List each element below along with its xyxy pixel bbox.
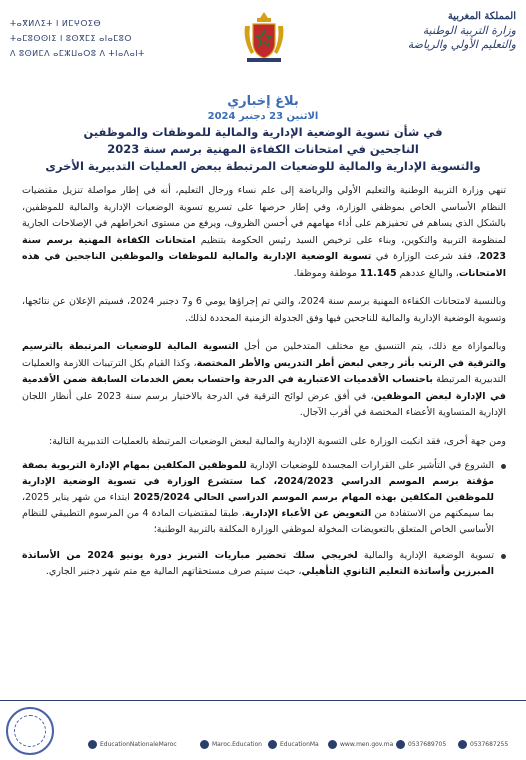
fax-number: 0537687255 [458,738,508,750]
royal-emblem-icon [241,10,287,64]
subject-line3: والتسوية الإدارية والمالية للوضعيات المرتبطة ببعض العمليات التدبيرية الأخرى [45,159,481,173]
bullet-icon [501,554,506,559]
ministry-tifinagh-line1: ⵜⴰⵎⵓⵙⵙⵏⵉ ⵏ ⵓⵙⴳⵎⵉ ⴰⵏⴰⵎⵓⵔ [10,34,132,43]
document-body [22,183,506,590]
bullet-icon [501,464,506,469]
letterhead [0,6,526,88]
letterhead-arabic [341,10,516,52]
phone-icon [396,740,405,749]
fax-icon [458,740,467,749]
instagram-icon [200,740,209,749]
subject-line1: في شأن تسوية الوضعية الإدارية والمالية للموظفات والموظفين [83,125,443,139]
facebook-icon [88,740,97,749]
paragraph-2: وبالنسبة لامتحانات الكفاءة المهنية برسم سنة 2024، والتي تم إجراؤها يومي 6 و7 دجنبر 2024، فسيتم الإعلان عن نتائجها، وتسوية الوضعية الإدارية والمالية للناجحين فيها وفق الجدولة الزمنية المحددة لذلك. [22,296,506,324]
kingdom-tifinagh: ⵜⴰⴳⵍⴷⵉⵜ ⵏ ⵍⵎⵖⵔⵉⴱ [10,19,102,28]
social-facebook[interactable]: EducationNationaleMaroc [88,738,177,750]
website-link[interactable]: www.men.gov.ma [328,738,393,750]
document-date: الاثنين 23 دجنبر 2024 [207,111,319,122]
paragraph-4: ومن جهة أخرى، فقد انكبت الوزارة على التسوية الإدارية والمالية لبعض الوضعيات المرتبطة بالعمليات التدبيرية التالية: [49,435,506,447]
ministry-seal-icon [6,707,54,755]
ministry-name-line2: والتعليم الأولي والرياضة [407,38,516,51]
x-icon [268,740,277,749]
ministry-tifinagh-line2: ⴷ ⵓⵙⵍⵎⴷ ⴰⵎⵣⵡⴰⵔⵓ ⴷ ⵜⵏⴰⴷⴰⵏⵜ [10,49,145,58]
letterhead-tifinagh [10,16,170,61]
document-kind: بلاغ إخباري [227,94,299,109]
social-instagram[interactable]: Maroc.Education [200,738,262,750]
kingdom-name: المملكة المغربية [447,11,516,22]
paragraph-1: تنهي وزارة التربية الوطنية والتعليم الأولي والرياضة إلى علم نساء ورجال التعليم، أنه في إطار مواصلة تنزيل مقتضيات النظام الأساسي الخاص بموظفي الوزارة، وفي إطار حرصها على تسريع تسوية الوضعيات الإدارية والمالية للموظفين، بالشكل الذي يساهم في تحفيزهم على أداء مهامهم في أحسن الظروف، ويرفع من مستوى انخراطهم في الإصلاحات الجارية لمنظومة التربية والتكوين، وبناء على ترخيص السيد رئيس الحكومة بتنظيم امتحانات الكفاءة المهنية برسم سنة 2023، فقد شرعت الوزارة في تسوية الوضعية الإدارية والمالية للموظفات والموظفين الناجحين في هذه الامتحانات، والبالغ عددهم 11.145 موظفة وموظفا. [22,185,506,279]
seal-ring [14,715,46,747]
list-item: تسوية الوضعية الإدارية والمالية لخريجي سلك تحضير مباريات التبريز دورة يونيو 2024 من الأساتذة المبرزين وأساتذة التعليم الثانوي التأهيلي، حيث سيتم صرف مستحقاتهم المالية مع متم شهر دجنبر الجاري. [22,548,506,580]
social-x[interactable]: EducationMa [268,738,319,750]
footer-divider [0,700,526,701]
paragraph-3: وبالموازاة مع ذلك، يتم التنسيق مع مختلف المتدخلين من أجل التسوية المالية للوضعيات المرتبطة بالترسيم والترقية في الرتب بأثر رجعي لبعض أطر التدريس والأطر المختصة، وكذا القيام بكل الترتيبات اللازمة والعمليات التدبيرية المرتبطة باحتساب الأقدميات الاعتبارية في الدرجة واحتساب بعض الخدمات السابقة ضمن الأقدمية في الإدارة لبعض الموظفين، في أفق عرض لوائح الترقية في الدرجة بالاختيار برسم سنة 2023 على أنظار اللجان الإدارية المتساوية الأعضاء المختصة في أقرب الآجال. [22,341,506,418]
list-item: الشروع في التأشير على القرارات المجسدة للوضعيات الإدارية للموظفين المكلفين بمهام الإدارة التربوية بصفة مؤقتة برسم الموسم الدراسي 2024/2023، كما ستشرع الوزارة في تسوية الوضعية الإدارية للموظفين المكلفين بهذه المهام برسم الموسم الدراسي الحالي 2025/2024 ابتداء من شهر يناير 2025، بما سيمكنهم من الاستفادة من التعويض عن الأعباء الإدارية، طبقا لمقتضيات المادة 4 من المرسوم التطبيقي للنظام الأساسي الخاص المتعلق بالتعويضات المخولة لموظفي الوزارة المكلفة بالتربية الوطنية؛ [22,458,506,538]
footer [0,700,526,760]
ministry-name-line1: وزارة التربية الوطنية [422,24,516,37]
subject-line2: الناجحين في امتحانات الكفاءة المهنية برسم سنة 2023 [107,142,419,156]
title-block [20,93,506,175]
globe-icon [328,740,337,749]
phone-number: 0537689705 [396,738,446,750]
